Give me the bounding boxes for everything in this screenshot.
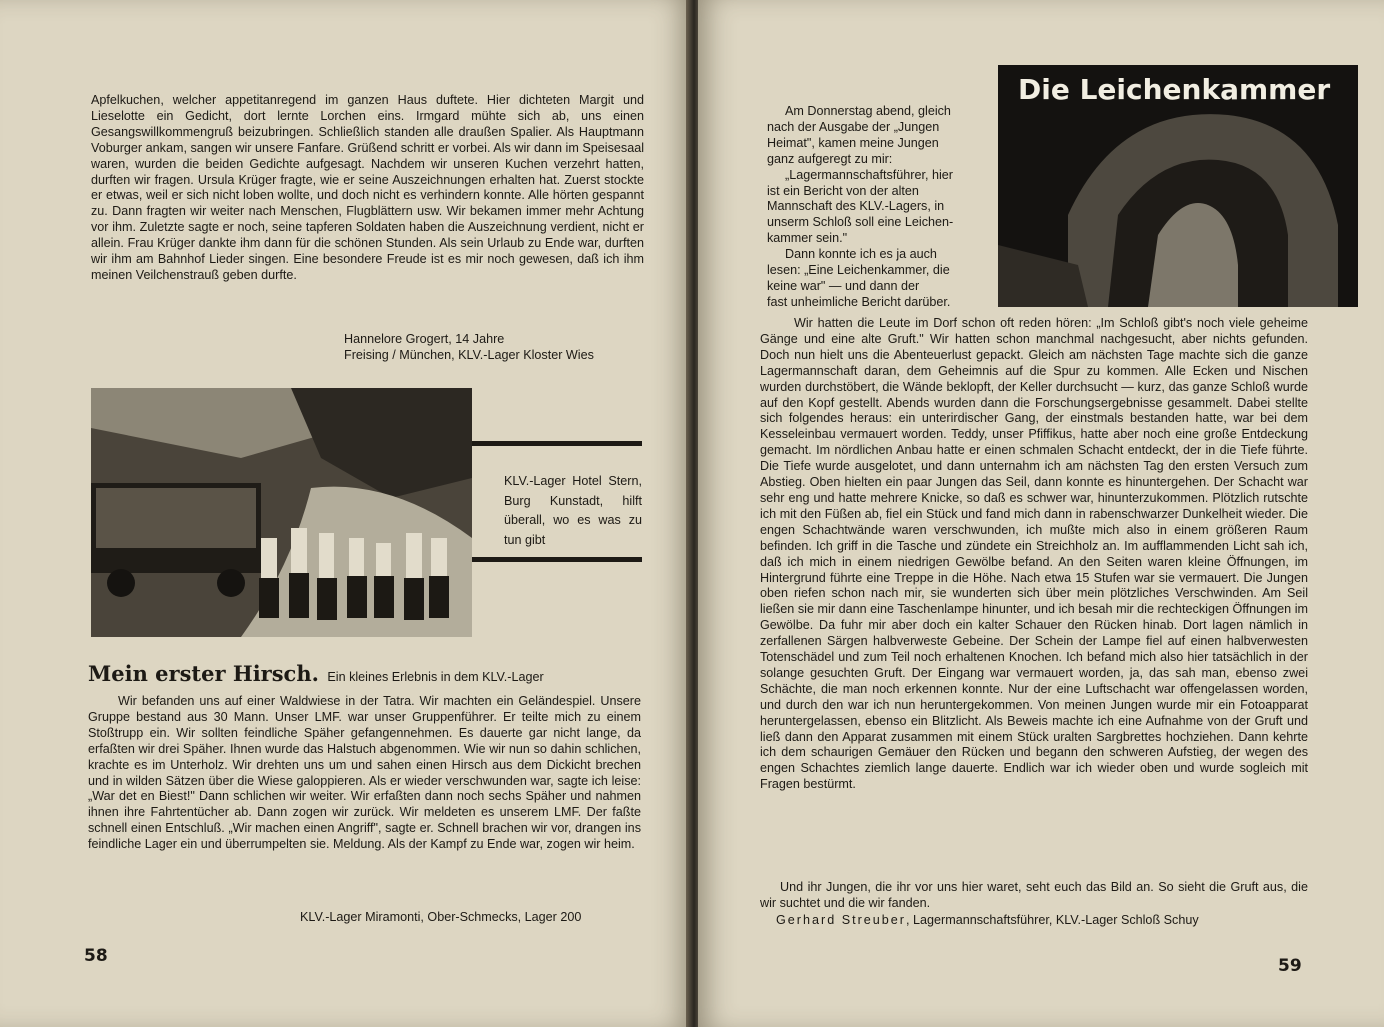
page-number-left: 58: [84, 946, 108, 966]
intro-line: Am Donnerstag abend, gleich: [785, 104, 951, 118]
signature-1-name: Hannelore Grogert, 14 Jahre: [344, 332, 505, 346]
right-main-text: Wir hatten die Leute im Dorf schon oft reden hören: „Im Schloß gibt's noch viele geheime Gänge und eine alte Gruft." Wir hatten schon manchmal nachgesucht, aber nichts gefunden. Doch nun hielt uns die Abenteuerlust gepackt. Gleich am nächsten Tage machte sich die ganze Lagermannschaft daran, dem Geheimnis auf die Spur zu kommen. Alle Ecken und Nischen wurden durchstöbert, die Wände beklopft, der Keller durchsucht — kurz, das ganze Schloß wurde auf den Kopf gestellt. Abends wurden dann die Forschungsergebnisse gesammelt. Dabei stellte sich folgendes heraus: ein unterirdischer Gang, der einstmals bestanden hatte, war bei dem Kesseleinbau vermauert worden. Teddy, unser Pfiffikus, hatte aber noch eine große Entdeckung gemacht. Im nördlichen Anbau hatte er einen schmalen Schacht entdeckt, der in die Tiefe führte. Die Tiefe wurde ausgelotet, und dann unternahm ich am nächsten Tag den ersten Versuch zum Abstieg. Oben hielten ein paar Jungen das Seil, dann konnte es hinuntergehen. Der Schacht war sehr eng und hatte mehrere Knicke, so daß es schwer war, hinunterzukommen. Plötzlich rutschte ich mit den Füßen ab, fiel ein Stück und fand mich dann in rabenschwarzer Dunkelheit wieder. Die engen Schachtwände waren verschwunden, ich mußte mich also in einem größeren Raum befinden. Ich griff in die Tasche und zündete ein Streichholz an. Im aufflammenden Licht sah ich, daß ich mich in einem niedrigen Gewölbe befand. An den Seiten waren kleine Öffnungen, im Hintergrund führte eine Treppe in die Höhe. Nach etwa 15 Stufen war sie vermauert. Die Jungen oben riefen schon nach mir, sie wunderten sich über mein plötzliches Verschwinden. Am Seil ließen sie mir dann eine Taschenlampe hinunter, und ich besah mir die rechteckigen Öffnungen im Gewölbe. Da fuhr mir aber doch ein kalter Schauer den Rücken hinab. Dort lagen nämlich in zerfallenen Särgen halbverweste Gebeine. Der Schein der Lampe fiel auf einen halbverwesten Totenschädel und zum Teil noch erhaltenen Knochen. Ich befand mich also hier tatsächlich in der solange gesuchten Gruft. Der Eingang war vermauert worden, ja, das sah man, ebenso zwei Schächte, die man noch erkennen konnte. Nur der eine Luftschacht war offengelassen worden, und durch den war ich nun heruntergekommen. Von meinen Jungen wurde mir ein Fotoapparat heruntergelassen, ebenso ein Blitzlicht. Als Beweis machte ich eine Aufnahme von der Gruft und ließ dann den Apparat zusammen mit einem Stück uralten Sargbrettes hochziehen. Dann kehrte ich dem schaurigen Gemäuer den Rücken und begann den schweren Aufstieg, der wegen des engen Schachtes ziemlich lange dauerte. Endlich war ich wieder oben und wurde sogleich mit Fragen bestürmt.: [760, 316, 1308, 792]
intro-line: keine war" — und dann der: [767, 278, 920, 293]
right-page: [698, 0, 1384, 1027]
photo-children-working-image: [91, 388, 472, 637]
article-title: Mein erster Hirsch.: [88, 661, 319, 686]
intro-line: Heimat", kamen meine Jungen: [767, 135, 939, 150]
left-paragraph-1: Apfelkuchen, welcher appetitanregend im ganzen Haus duftete. Hier dichteten Margit und Lieselotte ein Gedicht, dort lernte Lorchen eins. Irmgard mühte sich ab, uns einen Gesangswillkommengruß beizubringen. Schließlich standen alle draußen Spalier. Als Hauptmann Voburger ankam, sangen wir unsere Fanfare. Grüßend schritt er vorbei. Als wir dann im Speisesaal waren, wurden die beiden Gedichte aufgesagt. Nachdem wir unseren Kuchen verzehrt hatten, durften wir fragen. Ursula Krüger fragte, wie er seine Auszeichnungen erhalten hat. Zuerst stockte er etwas, weil er sich nicht loben wollte, und doch nicht es verhindern konnte. Alle hörten gespannt zu. Dann fragten wir weiter nach Menschen, Flugblättern usw. Wir bekamen immer mehr Achtung vor ihm. Zuletzte sagte er noch, seine tapferen Soldaten haben die Auszeichnung verdient, nicht er allein. Frau Krüger dankte ihm dann für die schönen Stunden. Als sein Urlaub zu Ende war, durften wir ihm am Bahnhof Lieder singen. Eine besondere Freude ist es mir noch gewesen, daß ich ihm meinen Veilchenstrauß geben durfte.: [91, 93, 644, 282]
intro-line: Dann konnte ich es ja auch: [785, 247, 937, 262]
caption-rule-top: [472, 441, 642, 446]
left-paragraph-2: Wir befanden uns auf einer Waldwiese in der Tatra. Wir machten ein Geländespiel. Unsere Gruppe bestand aus 30 Mann. Unser LMF. war unser Gruppenführer. Er teilte mich zu einem Stoßtrupp ein. Wir sollten feindliche Späher gefangennehmen. Es dauerte gar nicht lange, da erfaßten wir drei Späher. Ihnen wurde das Halstuch abgenommen. Wie wir nun so dahin schlichen, krachte es im Unterholz. Wir drehten uns um und sahen einen Hirsch aus dem Dickicht brechen und in wilden Sätzen über die Wiese galoppieren. Als er wieder verschwunden war, sagte ich leise: „War det en Biest!" Dann schlichen wir weiter. Wir erfaßten dann noch sechs Späher und nahmen ihnen ihre Fahrtentücher ab. Dann zogen wir zurück. Wir meldeten es unserem LMF. Der faßte schnell einen Entschluß. „Wir machen einen Angriff", sagte er. Schnell brachen wir vor, drangen ins feindliche Lager ein und überrumpelten sie. Meldung. Als der Kampf zu Ende war, zogen wir heim.: [88, 694, 641, 852]
intro-line: ist ein Bericht von der alten: [767, 183, 919, 198]
photo-crypt-title: Die Leichenkammer: [1018, 73, 1331, 106]
intro-line: unserm Schloß soll eine Leichen-: [767, 215, 954, 230]
signature-role: , Lagermannschaftsführer, KLV.-Lager Schloß Schuy: [906, 913, 1199, 927]
intro-line: nach der Ausgabe der „Jungen: [767, 119, 940, 134]
signature-2: KLV.-Lager Miramonti, Ober-Schmecks, Lager 200: [300, 910, 582, 924]
intro-line: lesen: „Eine Leichenkammer, die: [767, 263, 950, 278]
signature-1-place: Freising / München, KLV.-Lager Kloster Wies: [344, 348, 594, 362]
page-number-right: 59: [1278, 956, 1302, 976]
intro-line: ganz aufgeregt zu mir:: [767, 151, 893, 166]
photo-caption: KLV.-Lager Hotel Stern, Burg Kunstadt, hilft überall, wo es was zu tun gibt: [504, 474, 642, 547]
photo-children-working: [91, 388, 472, 637]
signature-author: Gerhard Streuber: [776, 913, 907, 927]
intro-line: „Lagermannschaftsführer, hier: [785, 167, 954, 182]
intro-line: kammer sein.": [767, 231, 848, 246]
article-subtitle: Ein kleines Erlebnis in dem KLV.-Lager: [327, 670, 544, 684]
right-closing-text: Und ihr Jungen, die ihr vor uns hier waret, seht euch das Bild an. So sieht die Gruft aus, die wir suchtet und die wir fanden.: [760, 880, 1308, 910]
intro-line: fast unheimliche Bericht darüber.: [767, 294, 951, 309]
caption-rule-bottom: [472, 557, 642, 562]
left-page: [0, 0, 690, 1027]
intro-text: [767, 104, 985, 311]
article-heading: [88, 661, 648, 686]
right-signature: [776, 912, 1199, 928]
photo-crypt: [998, 65, 1358, 307]
intro-line: Mannschaft des KLV.-Lagers, in: [767, 199, 945, 214]
